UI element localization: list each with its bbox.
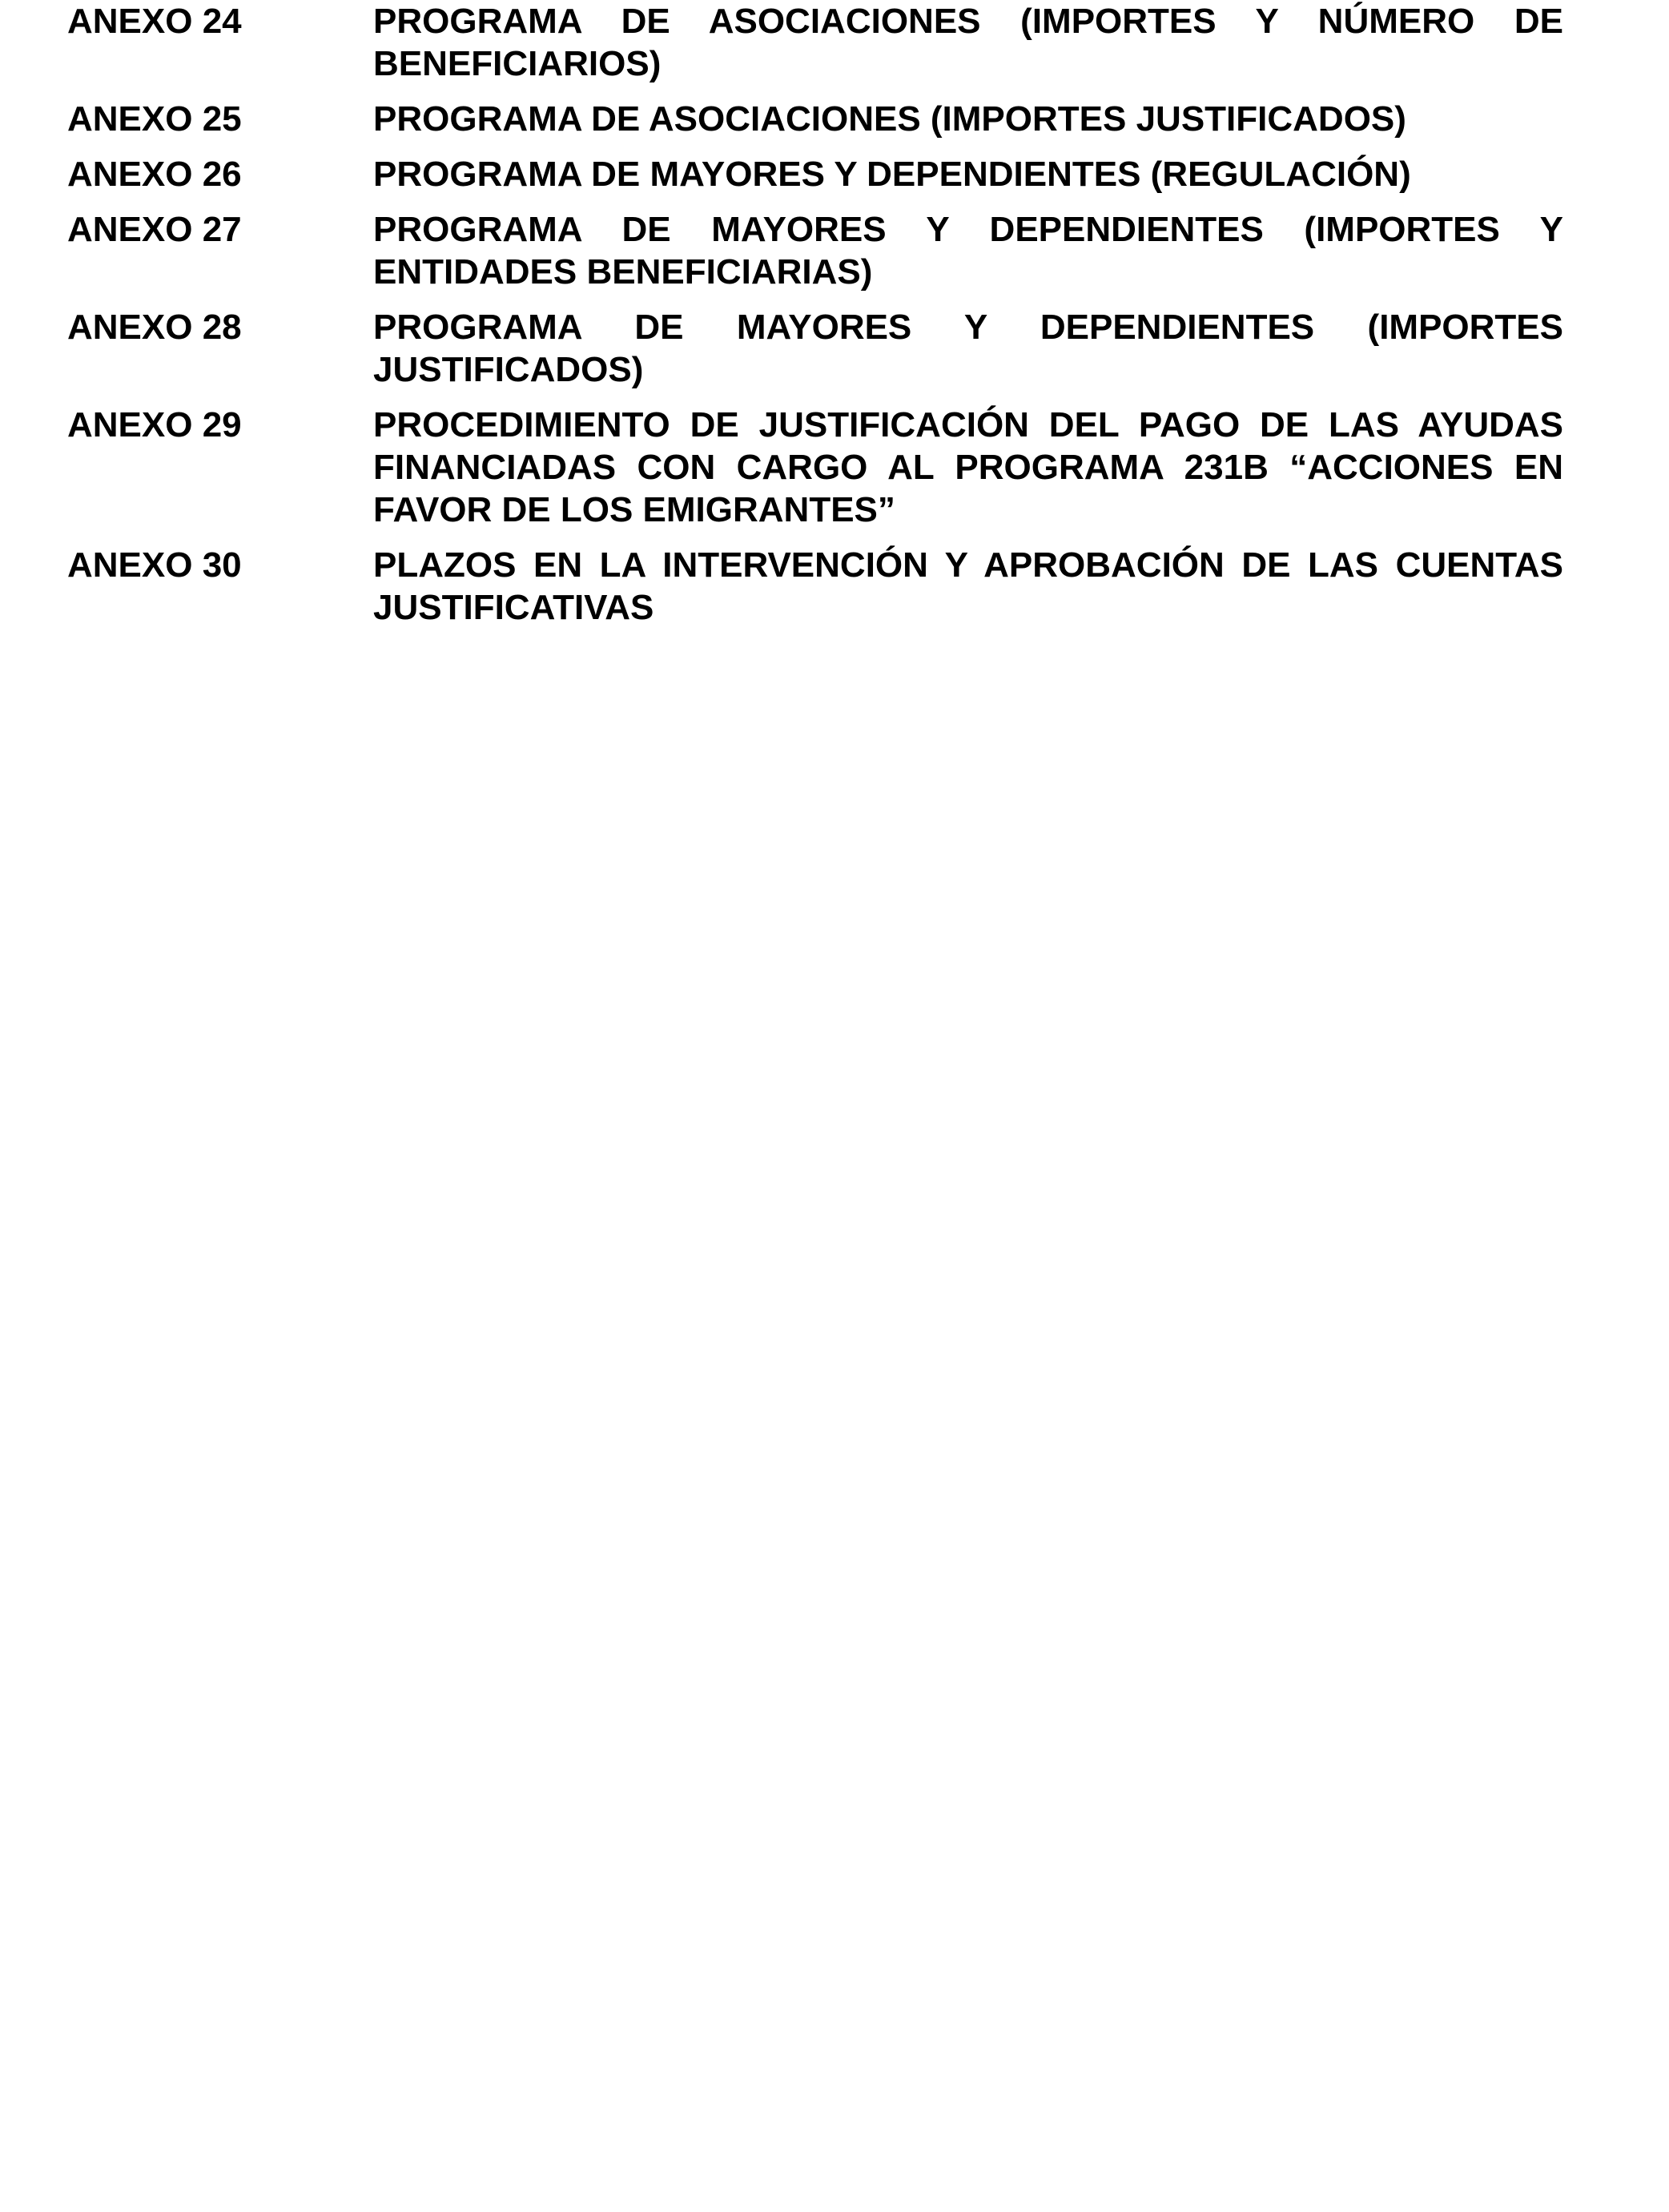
annex-code: ANEXO 30 — [67, 545, 242, 585]
annex-row — [67, 404, 1563, 531]
annex-list — [67, 0, 1563, 641]
annex-code: ANEXO 27 — [67, 210, 242, 249]
annex-title: PROCEDIMIENTO DE JUSTIFICACIÓN DEL PAGO DE LAS AYUDAS FINANCIADAS CON CARGO AL PROGRAMA 231B “ACCIONES EN FAVOR DE LOS EMIGRANTES” — [373, 405, 1563, 529]
annex-title: PLAZOS EN LA INTERVENCIÓN Y APROBACIÓN DE LAS CUENTAS JUSTIFICATIVAS — [373, 545, 1563, 627]
annex-code: ANEXO 24 — [67, 2, 242, 41]
annex-code: ANEXO 28 — [67, 308, 242, 347]
annex-title: PROGRAMA DE MAYORES Y DEPENDIENTES (IMPORTES JUSTIFICADOS) — [373, 308, 1563, 389]
annex-title: PROGRAMA DE ASOCIACIONES (IMPORTES Y NÚMERO DE BENEFICIARIOS) — [373, 2, 1563, 83]
annex-row — [67, 208, 1563, 293]
annex-row — [67, 153, 1563, 195]
annex-row — [67, 306, 1563, 391]
annex-title: PROGRAMA DE MAYORES Y DEPENDIENTES (REGULACIÓN) — [373, 155, 1411, 194]
annex-row — [67, 98, 1563, 140]
annex-row — [67, 544, 1563, 629]
annex-code: ANEXO 29 — [67, 405, 242, 444]
annex-code: ANEXO 25 — [67, 99, 242, 139]
annex-code: ANEXO 26 — [67, 155, 242, 194]
annex-title: PROGRAMA DE MAYORES Y DEPENDIENTES (IMPORTES Y ENTIDADES BENEFICIARIAS) — [373, 210, 1563, 292]
annex-title: PROGRAMA DE ASOCIACIONES (IMPORTES JUSTIFICADOS) — [373, 99, 1406, 139]
annex-row — [67, 0, 1563, 85]
